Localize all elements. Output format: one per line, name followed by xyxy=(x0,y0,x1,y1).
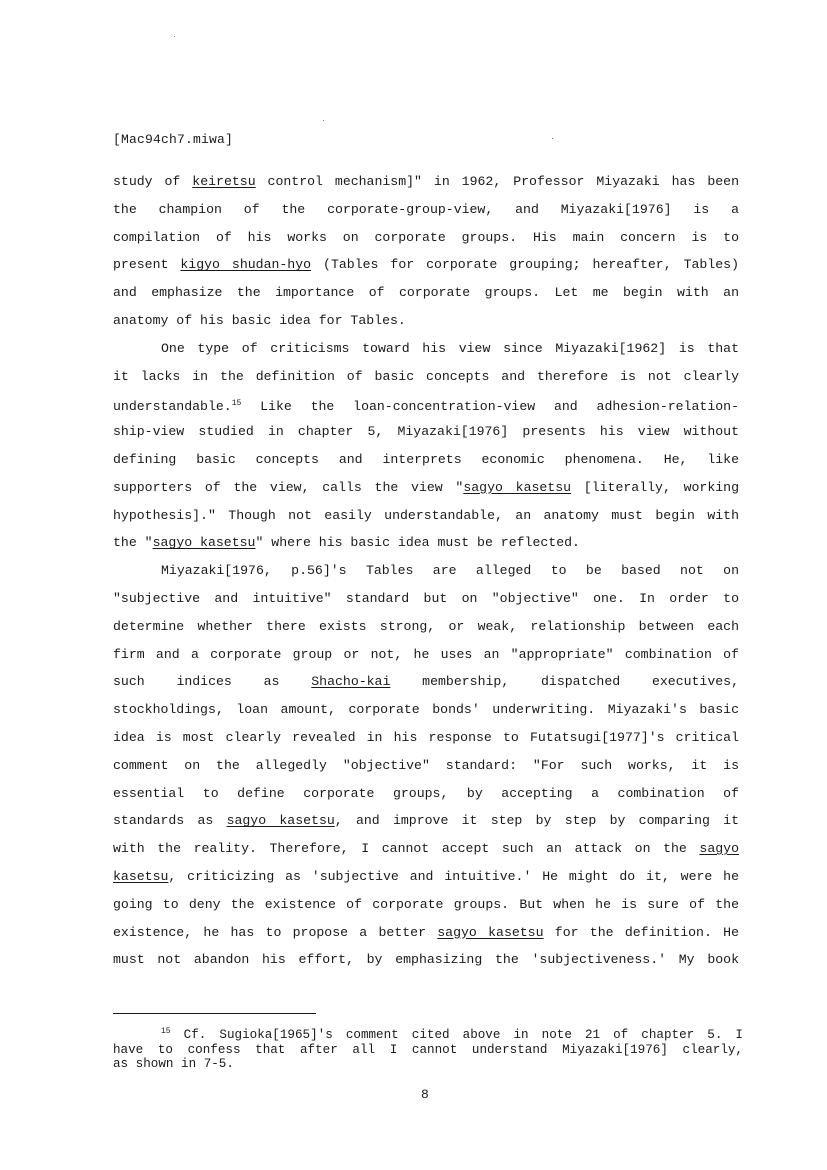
text-span: idea is most clearly revealed in his response to Futatsugi[1977]'s critical xyxy=(113,729,739,745)
text-line xyxy=(113,335,739,363)
text-span: essential to define corporate groups, by accepting a combination of xyxy=(113,785,739,801)
underlined-term: sagyo kasetsu xyxy=(152,535,256,551)
footnote-ref: 15 xyxy=(231,399,242,409)
scan-speck xyxy=(323,120,324,121)
footnote-marker: 15 xyxy=(161,1027,171,1036)
text-line xyxy=(113,780,739,808)
footnote xyxy=(113,1025,743,1072)
text-line xyxy=(113,557,739,585)
text-span: defining basic concepts and interprets economic phenomena. He, like xyxy=(113,451,739,467)
text-span: firm and a corporate group or not, he uses an "appropriate" combination of xyxy=(113,646,739,662)
text-span: understandable. xyxy=(113,399,232,415)
text-span: determine whether there exists strong, or weak, relationship between each xyxy=(113,618,739,634)
underlined-term: sagyo kasetsu xyxy=(463,479,572,495)
scan-speck xyxy=(552,138,553,139)
underlined-term: kasetsu xyxy=(113,868,169,884)
text-line xyxy=(113,474,739,502)
text-line xyxy=(113,418,739,446)
text-line xyxy=(113,724,739,752)
text-span: for the definition. He xyxy=(543,924,739,940)
text-span: (Tables for corporate grouping; hereafter, Tables) xyxy=(311,257,740,273)
text-span: supporters of the view, calls the view " xyxy=(113,479,464,495)
text-span: study of xyxy=(113,174,193,189)
text-line xyxy=(113,613,739,641)
text-span: anatomy of his basic idea for Tables. xyxy=(113,312,406,328)
footnote-text: Cf. Sugioka[1965]'s comment cited above in note 21 of chapter 5. I xyxy=(183,1028,743,1042)
text-line xyxy=(113,696,739,724)
scan-speck xyxy=(174,36,175,37)
text-line xyxy=(113,307,739,335)
footnote-line xyxy=(113,1057,743,1072)
text-span: must not abandon his effort, by emphasizing the 'subjectiveness.' My book xyxy=(113,952,739,968)
text-line xyxy=(113,835,739,863)
underlined-term: kigyo shudan-hyo xyxy=(180,257,312,273)
text-span: with the reality. Therefore, I cannot accept such an attack on the xyxy=(113,841,700,857)
text-line xyxy=(113,529,739,557)
text-line xyxy=(113,363,739,391)
text-span: " where his basic idea must be reflected. xyxy=(255,535,580,551)
text-line xyxy=(113,168,739,196)
text-span: going to deny the existence of corporate groups. But when he is sure of the xyxy=(113,896,739,912)
text-span: stockholdings, loan amount, corporate bonds' underwriting. Miyazaki's basic xyxy=(113,702,739,718)
text-line xyxy=(113,502,739,530)
text-line xyxy=(113,641,739,669)
footnote-text: as shown in 7-5. xyxy=(113,1057,234,1071)
footnote-separator xyxy=(113,1013,316,1014)
text-line xyxy=(113,863,739,891)
text-span: the champion of the corporate-group-view, and Miyazaki[1976] is a xyxy=(113,201,739,217)
footnote-line xyxy=(113,1025,743,1043)
text-line xyxy=(113,390,739,418)
text-line xyxy=(113,446,739,474)
text-span: , criticizing as 'subjective and intuitive.' He might do it, were he xyxy=(168,868,739,884)
text-line xyxy=(113,279,739,307)
text-span: membership, dispatched executives, xyxy=(390,674,739,690)
text-span: comment on the allegedly "objective" standard: "For such works, it is xyxy=(113,757,739,773)
underlined-term: sagyo kasetsu xyxy=(226,813,335,829)
page-number: 8 xyxy=(421,1087,429,1102)
text-line xyxy=(113,585,739,613)
footnote-text: have to confess that after all I cannot understand Miyazaki[1976] clearly, xyxy=(113,1042,743,1057)
text-span: standards as xyxy=(113,813,227,829)
text-span: the " xyxy=(113,535,153,551)
underlined-term: Shacho-kai xyxy=(311,674,391,690)
text-span: present xyxy=(113,257,181,273)
running-header: [Mac94ch7.miwa] xyxy=(113,132,234,147)
text-span: compilation of his works on corporate groups. His main concern is to xyxy=(113,229,739,245)
footnote-line xyxy=(113,1043,743,1058)
text-line xyxy=(113,919,739,947)
text-line xyxy=(113,668,739,696)
underlined-term: sagyo xyxy=(699,841,739,857)
text-line xyxy=(113,807,739,835)
text-span: , and improve it step by step by comparing it xyxy=(334,813,739,829)
text-span: such indices as xyxy=(113,674,312,690)
text-span: One type of criticisms toward his view since Miyazaki[1962] is that xyxy=(161,340,739,356)
text-line xyxy=(113,251,739,279)
underlined-term: sagyo kasetsu xyxy=(437,924,544,940)
text-line xyxy=(113,946,739,974)
text-line xyxy=(113,891,739,919)
underlined-term: keiretsu xyxy=(192,174,256,189)
text-line xyxy=(113,224,739,252)
text-span: hypothesis]." Though not easily understandable, an anatomy must begin with xyxy=(113,507,739,523)
text-span: and emphasize the importance of corporate groups. Let me begin with an xyxy=(113,285,739,301)
text-span: it lacks in the definition of basic concepts and therefore is not clearly xyxy=(113,368,739,384)
text-span: Like the loan-concentration-view and adhesion-relation- xyxy=(241,399,739,415)
text-line xyxy=(113,196,739,224)
text-span: existence, he has to propose a better xyxy=(113,924,438,940)
text-span: ship-view studied in chapter 5, Miyazaki[1976] presents his view without xyxy=(113,424,739,440)
text-span: control mechanism]" in 1962, Professor Miyazaki has been xyxy=(255,174,739,189)
text-span: Miyazaki[1976, p.56]'s Tables are alleged to be based not on xyxy=(161,563,739,579)
text-line xyxy=(113,752,739,780)
text-span: "subjective and intuitive" standard but on "objective" one. In order to xyxy=(113,590,739,606)
text-span: [literally, working xyxy=(571,479,739,495)
body-text xyxy=(113,168,739,974)
